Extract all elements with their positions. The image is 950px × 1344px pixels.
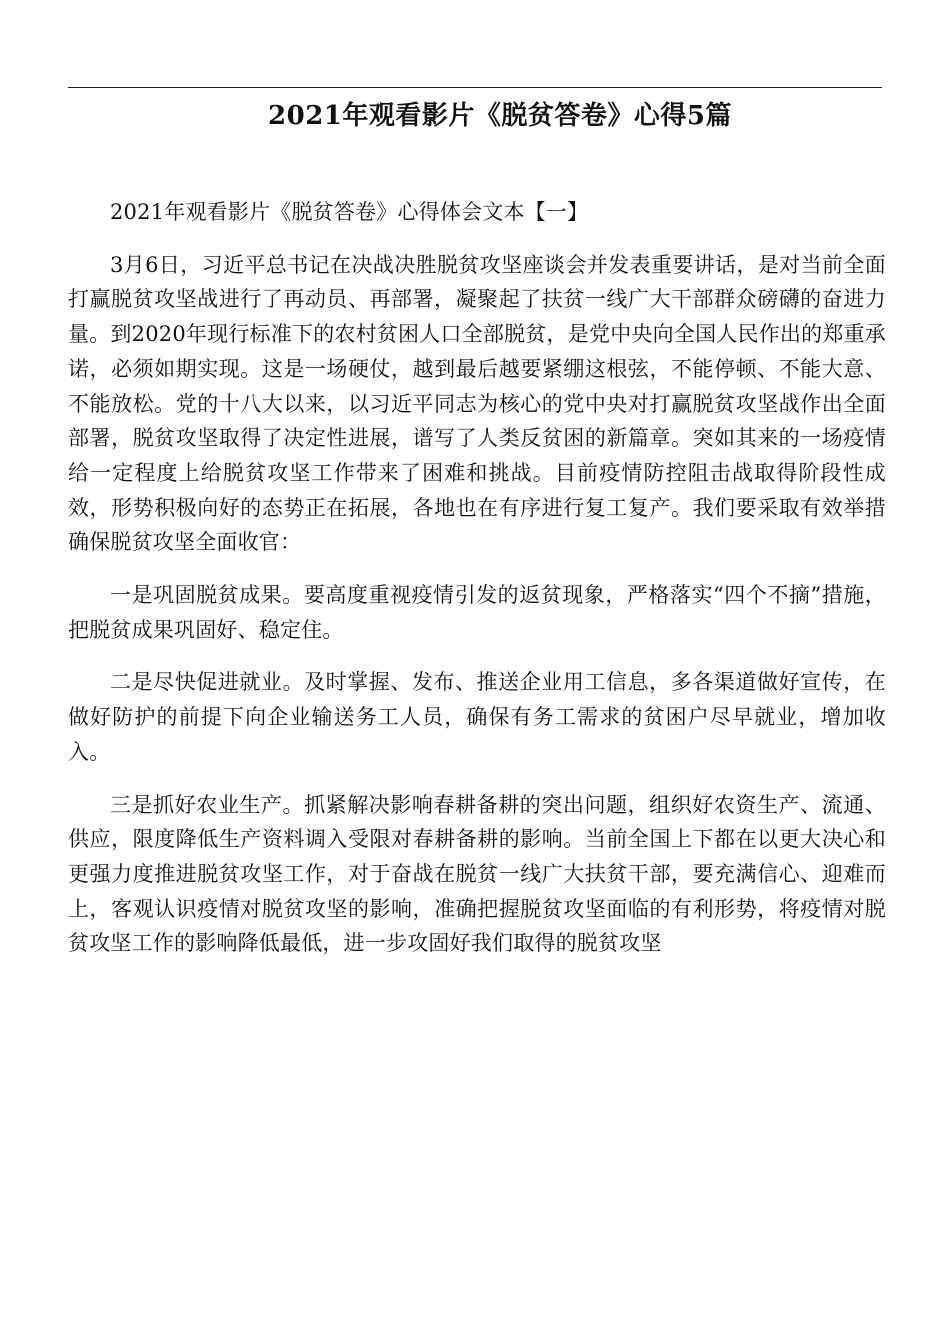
document-body: [68, 195, 886, 979]
paragraph-3: 二是尽快促进就业。及时掌握、发布、推送企业用工信息，多各渠道做好宣传，在做好防护的前提下向企业输送务工人员，确保有务工需求的贫困户尽早就业，增加收入。: [68, 670, 886, 764]
paragraph-4: 三是抓好农业生产。抓紧解决影响春耕备耕的突出问题，组织好农资生产、流通、供应，限度降低生产资料调入受限对春耕备耕的影响。当前全国上下都在以更大决心和更强力度推进脱贫攻坚工作，对于奋战在脱贫一线广大扶贫干部，要充满信心、迎难而上，客观认识疫情对脱贫攻坚的影响，准确把握脱贫攻坚面临的有利形势，将疫情对脱贫攻坚工作的影响降低最低，进一步攻固好我们取得的脱贫攻坚: [68, 792, 886, 956]
paragraph-2: 一是巩固脱贫成果。要高度重视疫情引发的返贫现象，严格落实“四个不摘”措施，把脱贫成果巩固好、稳定住。: [68, 583, 886, 642]
section-heading: 2021年观看影片《脱贫答卷》心得体会文本【一】: [110, 200, 589, 224]
paragraph-1: 3月6日，习近平总书记在决战决胜脱贫攻坚座谈会并发表重要讲话，是对当前全面打赢脱贫攻坚战进行了再动员、再部署，凝聚起了扶贫一线广大干部群众磅礴的奋进力量。到2020年现行标准下的农村贫困人口全部脱贫，是党中央向全国人民作出的郑重承诺，必须如期实现。这是一场硬仗，越到最后越要紧绷这根弦，不能停顿、不能大意、不能放松。党的十八大以来，以习近平同志为核心的党中央对打赢脱贫攻坚战作出全面部署，脱贫攻坚取得了决定性进展，谱写了人类反贫困的新篇章。突如其来的一场疫情给一定程度上给脱贫攻坚工作带来了困难和挑战。目前疫情防控阻击战取得阶段性成效，形势积极向好的态势正在拓展，各地也在有序进行复工复产。我们要采取有效举措确保脱贫攻坚全面收官：: [68, 252, 886, 555]
header-rule: [68, 87, 882, 88]
document-title: 2021年观看影片《脱贫答卷》心得5篇: [268, 101, 732, 131]
